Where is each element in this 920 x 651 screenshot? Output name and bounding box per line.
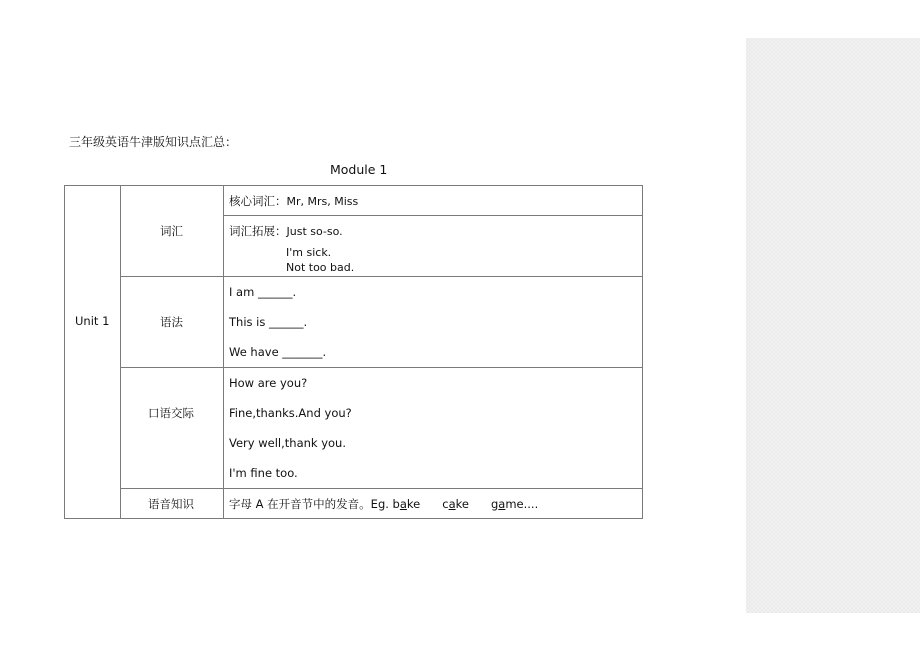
unit-label: Unit 1 [75,314,110,328]
module-title: Module 1 [330,162,388,177]
grammar-line-3: We have _______. [229,345,327,359]
ext-vocab-line-1: Just so-so. [286,225,343,238]
core-vocab-words: Mr, Mrs, Miss [286,195,359,208]
speaking-line-4: I'm fine too. [229,466,298,480]
phonics-word-1-rest: ke [406,497,421,511]
ext-vocab-cell [229,224,343,239]
speaking-line-1: How are you? [229,376,308,390]
ext-vocab-line-2: I'm sick. [286,246,332,259]
row-divider-vocab-inner [223,215,643,216]
core-vocab-prefix: 核心词汇： [229,194,287,208]
phonics-vowel-2: a [448,497,456,511]
column-divider-2 [223,185,224,519]
phonics-word-2-start: c [442,497,449,511]
ext-vocab-line-3: Not too bad. [286,261,355,274]
speaking-label: 口语交际 [148,406,194,420]
column-divider-1 [120,185,121,519]
phonics-word-3-start: g [490,497,499,511]
side-panel [746,38,920,613]
phonics-label: 语音知识 [148,497,194,511]
core-vocab-cell [229,194,358,209]
phonics-cell [229,497,538,511]
document-title: 三年级英语牛津版知识点汇总： [69,135,238,149]
phonics-vowel-3: a [498,497,506,511]
row-divider-3 [120,488,643,489]
speaking-line-3: Very well,thank you. [229,436,346,450]
speaking-line-2: Fine,thanks.And you? [229,406,352,420]
phonics-intro: 字母 A 在开音节中的发音。Eg. b [229,497,400,511]
grammar-line-2: This is ______. [229,315,308,329]
vocab-label: 词汇 [160,224,183,238]
ext-vocab-prefix: 词汇拓展： [229,224,287,238]
phonics-word-2-rest: ke [455,497,469,511]
row-divider-2 [120,367,643,368]
phonics-vowel-1: a [399,497,407,511]
row-divider-1 [120,276,643,277]
grammar-line-1: I am ______. [229,285,297,299]
grammar-label: 语法 [160,315,183,329]
table-frame [64,185,643,519]
phonics-word-3-rest: me.... [505,497,539,511]
